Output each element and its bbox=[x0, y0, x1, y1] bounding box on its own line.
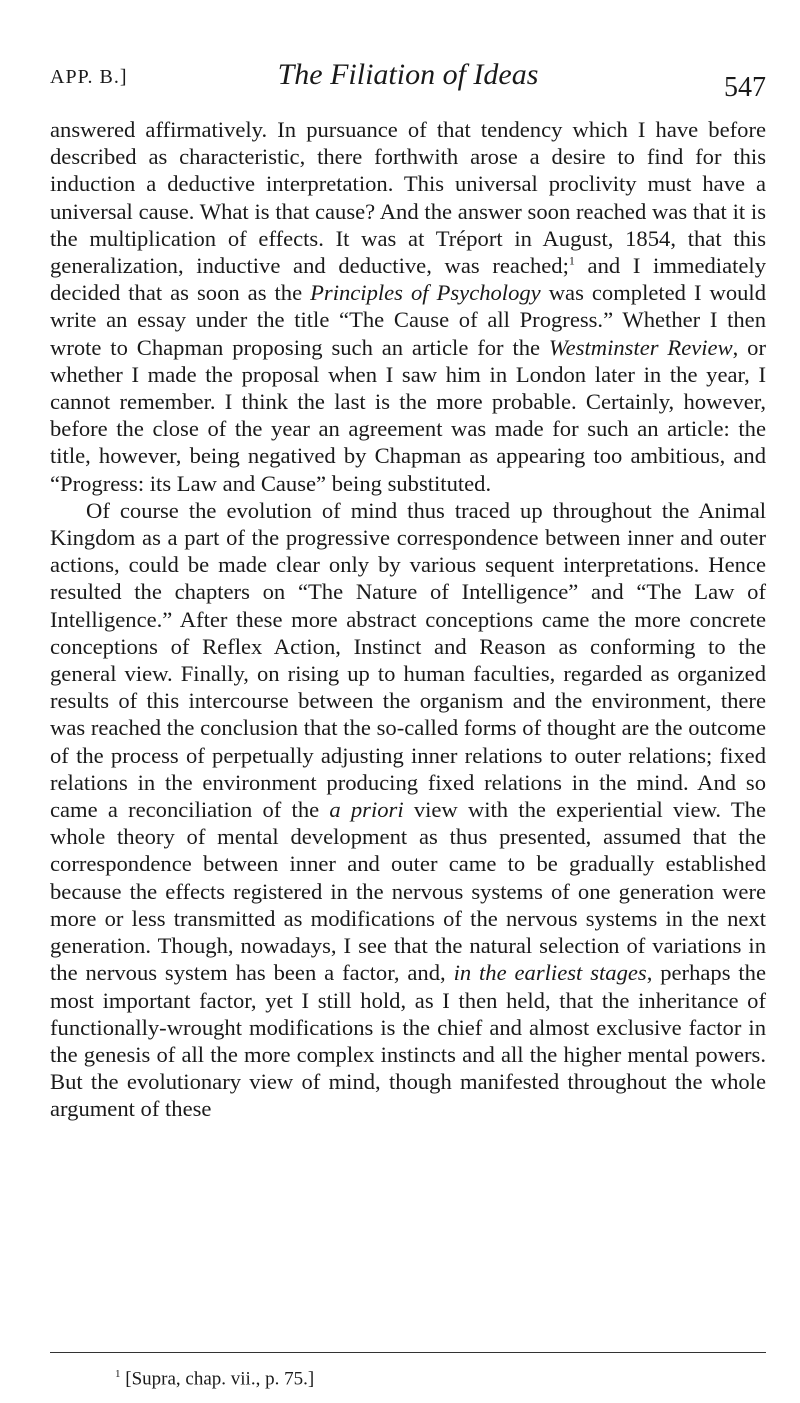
body-text bbox=[50, 116, 766, 1123]
italic-earliest-stages: in the earliest stages bbox=[453, 960, 647, 986]
paragraph-1-text-d: , or whether I made the proposal when I saw him in London later in the year, I cannot remember. I think the last is the more probable. Certainly, however, before the close of the year an agreement was made for such an article: the title, however, being negatived by Chapman as appearing too ambitious, and “Progress: its Law and Cause” being substituted. bbox=[50, 334, 766, 496]
paragraph-1 bbox=[50, 116, 766, 497]
appendix-label: APP. B.] bbox=[50, 66, 128, 88]
paragraph-1-text-b: and I immediately decided that as soon as the bbox=[50, 253, 766, 306]
footnote-number: 1 bbox=[115, 1368, 121, 1380]
paragraph-2-text-a: Of course the evolution of mind thus traced up throughout the Animal Kingdom as a part of the progressive correspondence between inner and outer actions, could be made clear only by various sequent interpretations. Hence resulted the chapters on “The Nature of Intelligence” and “The Law of Intelligence.” After these more abstract conceptions came the more concrete conceptions of Reflex Action, Instinct and Reason as conforming to the general view. Finally, on rising up to human faculties, regarded as organized results of this intercourse between the organism and the environment, there was reached the conclusion that the so-called forms of thought are the outcome of the process of perpetually adjusting inner relations to outer relations; fixed relations in the environment producing fixed relations in the mind. And so came a reconciliation of the bbox=[50, 497, 766, 823]
paragraph-1-text-a: answered affirmatively. In pursuance of that tendency which I have before described as characteristic, there forthwith arose a desire to find for this induction a deductive interpretation. This universal proclivity must have a universal cause. What is that cause? And the answer soon reached was that it is the multiplication of effects. It was at Tréport in August, 1854, that this generalization, inductive and deductive, was reached; bbox=[50, 117, 766, 279]
running-title: The Filiation of Ideas bbox=[277, 58, 539, 91]
journal-title-westminster: Westminster Review bbox=[548, 334, 733, 360]
paragraph-2-text-b: view with the experiential view. The whole theory of mental development as thus presented, assumed that the correspondence between inner and outer came to be gradually established because the effects registered in the nervous systems of one generation were more or less transmitted as modifications of the nervous systems in the next generation. Though, nowadays, I see that the natural selection of variations in the nervous system has been a factor, and, bbox=[50, 797, 766, 986]
footnote-text: [Supra, chap. vii., p. 75.] bbox=[125, 1368, 315, 1390]
italic-a-priori: a priori bbox=[329, 797, 404, 823]
page-number: 547 bbox=[724, 72, 766, 103]
paragraph-2-text-c: , perhaps the most important factor, yet I still hold, as I then held, that the inheritance of functionally-wrought modifications is the chief and almost exclusive factor in the genesis of all the more complex instincts and all the higher mental powers. But the evolutionary view of mind, though manifested throughout the whole argument of these bbox=[50, 960, 766, 1122]
paragraph-1-text-c: was completed I would write an essay under the title “The Cause of all Progress.” Whether I then wrote to Chapman proposing such an article for the bbox=[50, 280, 766, 360]
footnote-marker: 1 bbox=[568, 253, 575, 268]
footnote bbox=[115, 1368, 314, 1390]
footnote-rule bbox=[50, 1352, 766, 1353]
paragraph-2 bbox=[50, 497, 766, 1123]
running-header bbox=[50, 58, 766, 106]
page bbox=[50, 58, 766, 1123]
book-title-principles: Principles of Psychology bbox=[310, 280, 541, 306]
